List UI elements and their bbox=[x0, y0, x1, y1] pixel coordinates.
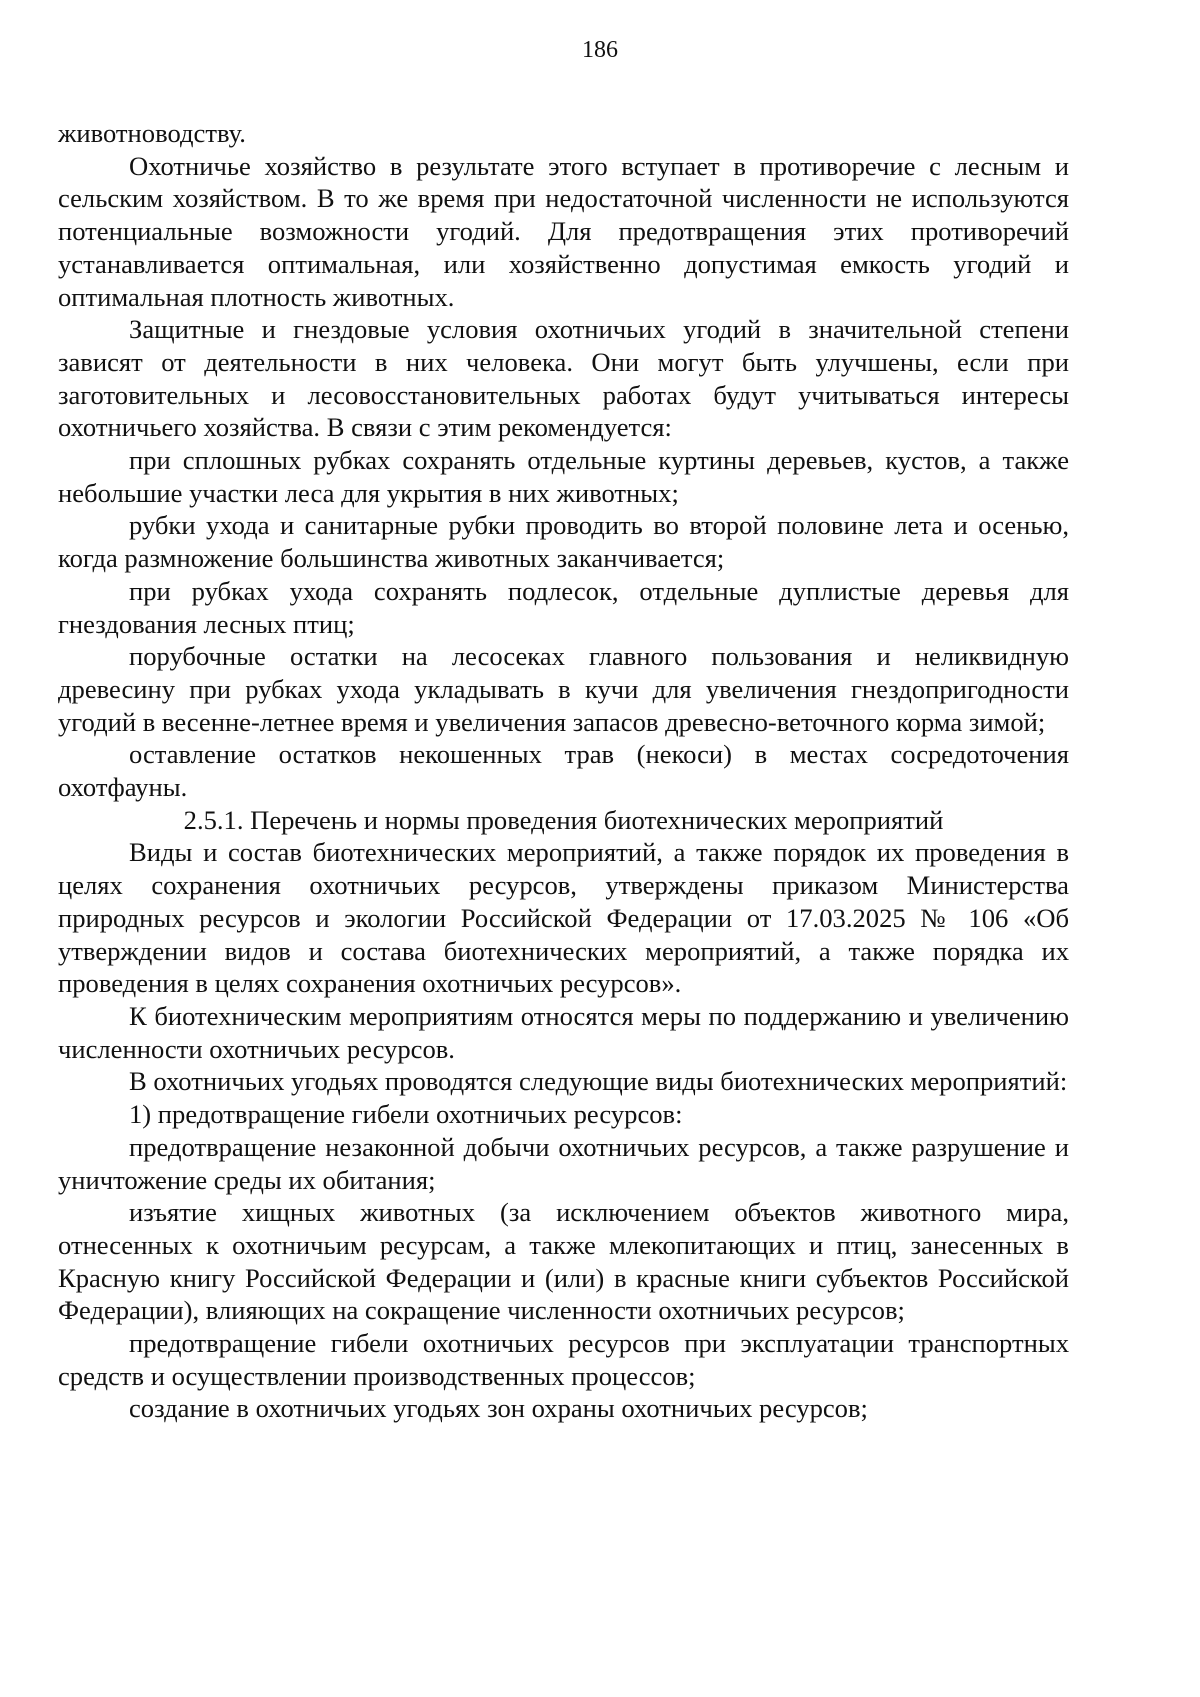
list-item: изъятие хищных животных (за исключением объектов животного мира, отнесенных к охотничьим ресурсам, а также млекопитающих и птиц, занесенных в Красную книгу Российской Федерации и (или) в красные книги субъектов Российской Федерации), влияющих на сокращение численности охотничьих ресурсов; bbox=[58, 1197, 1069, 1326]
paragraph: К биотехническим мероприятиям относятся меры по поддержанию и увеличению численности охотничьих ресурсов. bbox=[58, 1000, 1069, 1064]
list-item: рубки ухода и санитарные рубки проводить во второй половине лета и осенью, когда размножение большинства животных заканчивается; bbox=[58, 510, 1069, 574]
list-item: предотвращение незаконной добычи охотничьих ресурсов, а также разрушение и уничтожение среды их обитания; bbox=[58, 1131, 1069, 1195]
paragraph: В охотничьих угодьях проводятся следующие виды биотехнических мероприятий: bbox=[129, 1066, 1068, 1097]
list-item: при рубках ухода сохранять подлесок, отдельные дуплистые деревья для гнездования лесных птиц; bbox=[58, 575, 1069, 639]
paragraph-continuation: животноводству. bbox=[58, 118, 246, 148]
list-heading: 1) предотвращение гибели охотничьих ресурсов: bbox=[129, 1099, 683, 1130]
section-heading: 2.5.1. Перечень и нормы проведения биотехнических мероприятий bbox=[183, 804, 944, 835]
paragraph: Защитные и гнездовые условия охотничьих угодий в значительной степени зависят от деятельности в них человека. Они могут быть улучшены, если при заготовительных и лесовосстановительных работах будут учитываться интересы охотничьего хозяйства. В связи с этим рекомендуется: bbox=[58, 314, 1069, 443]
paragraph: Виды и состав биотехнических мероприятий, а также порядок их проведения в целях сохранения охотничьих ресурсов, утверждены приказом Министерства природных ресурсов и экологии Российской Федерации от 17.03.2025 № 106 «Об утверждении видов и состава биотехнических мероприятий, а также порядка их проведения в целях сохранения охотничьих ресурсов». bbox=[58, 837, 1069, 999]
list-item: порубочные остатки на лесосеках главного пользования и неликвидную древесину при рубках ухода укладывать в кучи для увеличения гнездопригодности угодий в весенне-летнее время и увеличения запасов древесно-веточного корма зимой; bbox=[58, 641, 1069, 737]
list-item: оставление остатков некошенных трав (некоси) в местах сосредоточения охотфауны. bbox=[58, 739, 1069, 803]
page-number: 186 bbox=[582, 37, 618, 63]
list-item: создание в охотничьих угодьях зон охраны охотничьих ресурсов; bbox=[129, 1393, 868, 1424]
list-item: предотвращение гибели охотничьих ресурсов при эксплуатации транспортных средств и осуществлении производственных процессов; bbox=[58, 1328, 1069, 1391]
document-body bbox=[58, 117, 1069, 1425]
paragraph: Охотничье хозяйство в результате этого вступает в противоречие с лесным и сельским хозяйством. В то же время при недостаточной численности не используются потенциальные возможности угодий. Для предотвращения этих противоречий устанавливается оптимальная, или хозяйственно допустимая емкость угодий и оптимальная плотность животных. bbox=[58, 150, 1069, 312]
list-item: при сплошных рубках сохранять отдельные куртины деревьев, кустов, а также небольшие участки леса для укрытия в них животных; bbox=[58, 445, 1069, 508]
